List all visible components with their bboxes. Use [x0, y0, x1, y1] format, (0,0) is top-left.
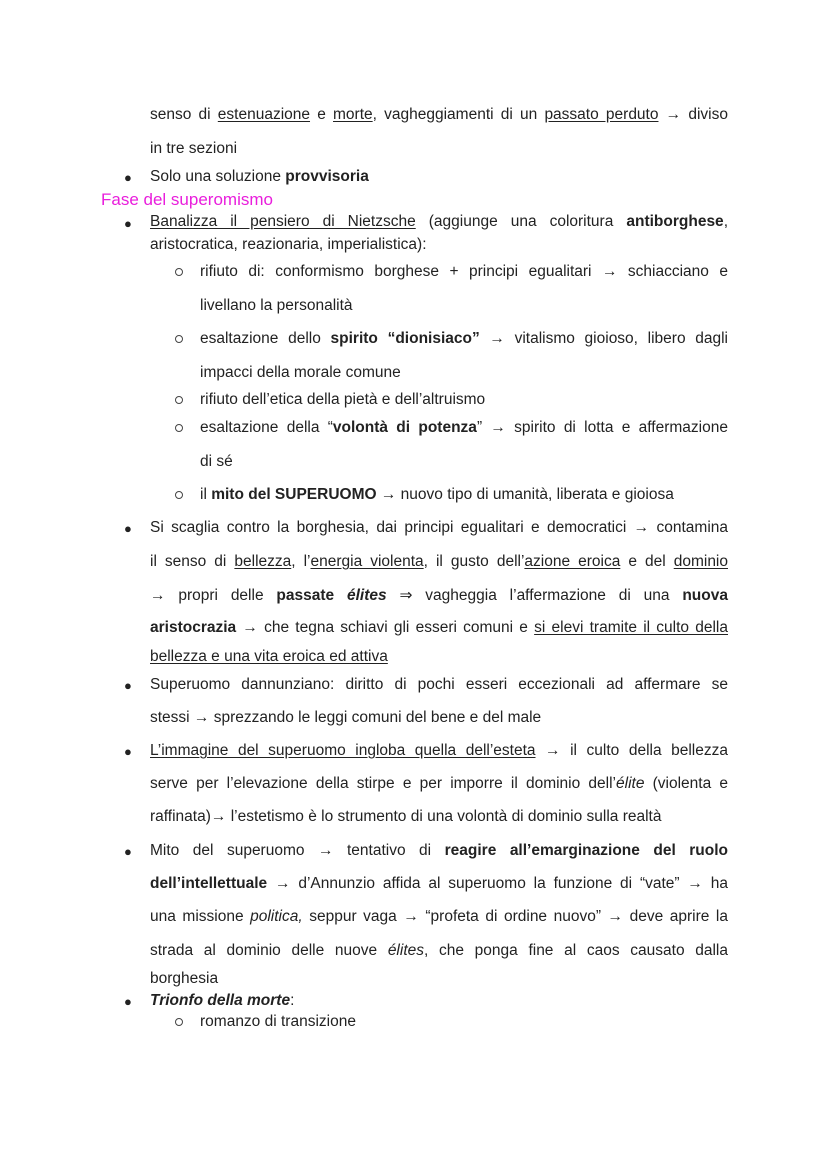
- text-line: raffinata)→ l’estetismo è lo strumento di una volontà di dominio sulla realtà: [150, 808, 662, 825]
- text-line: il mito del SUPERUOMO → nuovo tipo di umanità, liberata e gioiosa: [200, 486, 674, 503]
- bullet-icon: ●: [124, 216, 132, 231]
- text-line: impacci della morale comune: [200, 364, 401, 381]
- circle-bullet-icon: [175, 268, 183, 276]
- text-line: bellezza e una vita eroica ed attiva: [150, 648, 388, 665]
- circle-bullet-icon: [175, 491, 183, 499]
- text-line: stessi → sprezzando le leggi comuni del bene e del male: [150, 709, 542, 726]
- text-line: esaltazione della “volontà di potenza” → spirito di lotta e affermazione: [200, 419, 728, 436]
- text-line: romanzo di transizione: [200, 1013, 356, 1030]
- text-line: di sé: [200, 453, 233, 470]
- bullet-icon: ●: [124, 678, 132, 693]
- section-heading: Fase del superomismo: [101, 190, 273, 209]
- text-line: strada al dominio delle nuove élites, che ponga fine al caos causato dalla: [150, 942, 728, 959]
- text-line: Mito del superuomo → tentativo di reagire all’emarginazione del ruolo: [150, 842, 729, 859]
- text-line: il senso di bellezza, l’energia violenta, il gusto dell’azione eroica e del dominio: [150, 553, 728, 570]
- text-line: aristocrazia → che tegna schiavi gli esseri comuni e si elevi tramite il culto della: [150, 619, 728, 636]
- text-line: aristocratica, reazionaria, imperialistica):: [150, 236, 427, 253]
- circle-bullet-icon: [175, 396, 183, 404]
- text-line: → propri delle passate élites ⇒ vagheggia l’affermazione di una nuova: [150, 587, 728, 604]
- text-line: esaltazione dello spirito “dionisiaco” → vitalismo gioioso, libero dagli: [200, 330, 729, 347]
- text-line: una missione politica, seppur vaga → “profeta di ordine nuovo” → deve aprire la: [150, 908, 728, 925]
- text-line: rifiuto dell’etica della pietà e dell’altruismo: [200, 391, 486, 408]
- text-line: Si scaglia contro la borghesia, dai principi egualitari e democratici → contamina: [150, 519, 728, 536]
- text-line: dell’intellettuale → d’Annunzio affida al superuomo la funzione di “vate” → ha: [150, 875, 728, 892]
- text-line: livellano la personalità: [200, 297, 353, 314]
- text-line: in tre sezioni: [150, 140, 238, 157]
- text-line: senso di estenuazione e morte, vagheggiamenti di un passato perduto → diviso: [150, 106, 728, 123]
- text-line: serve per l’elevazione della stirpe e per imporre il dominio dell’élite (violenta e: [150, 775, 728, 792]
- bullet-icon: ●: [124, 170, 132, 185]
- text-line: Superuomo dannunziano: diritto di pochi esseri eccezionali ad affermare se: [150, 676, 728, 693]
- bullet-icon: ●: [124, 744, 132, 759]
- text-line: Solo una soluzione provvisoria: [150, 168, 369, 185]
- bullet-icon: ●: [124, 844, 132, 859]
- bullet-icon: ●: [124, 521, 132, 536]
- text-line: rifiuto di: conformismo borghese + principi egualitari → schiacciano e: [200, 263, 728, 280]
- circle-bullet-icon: [175, 1018, 183, 1026]
- text-line: Trionfo della morte:: [150, 992, 295, 1009]
- bullet-icon: ●: [124, 994, 132, 1009]
- circle-bullet-icon: [175, 335, 183, 343]
- circle-bullet-icon: [175, 424, 183, 432]
- text-line: L’immagine del superuomo ingloba quella dell’esteta → il culto della bellezza: [150, 742, 728, 759]
- text-line: borghesia: [150, 970, 219, 987]
- text-line: Banalizza il pensiero di Nietzsche (aggiunge una coloritura antiborghese,: [150, 213, 728, 230]
